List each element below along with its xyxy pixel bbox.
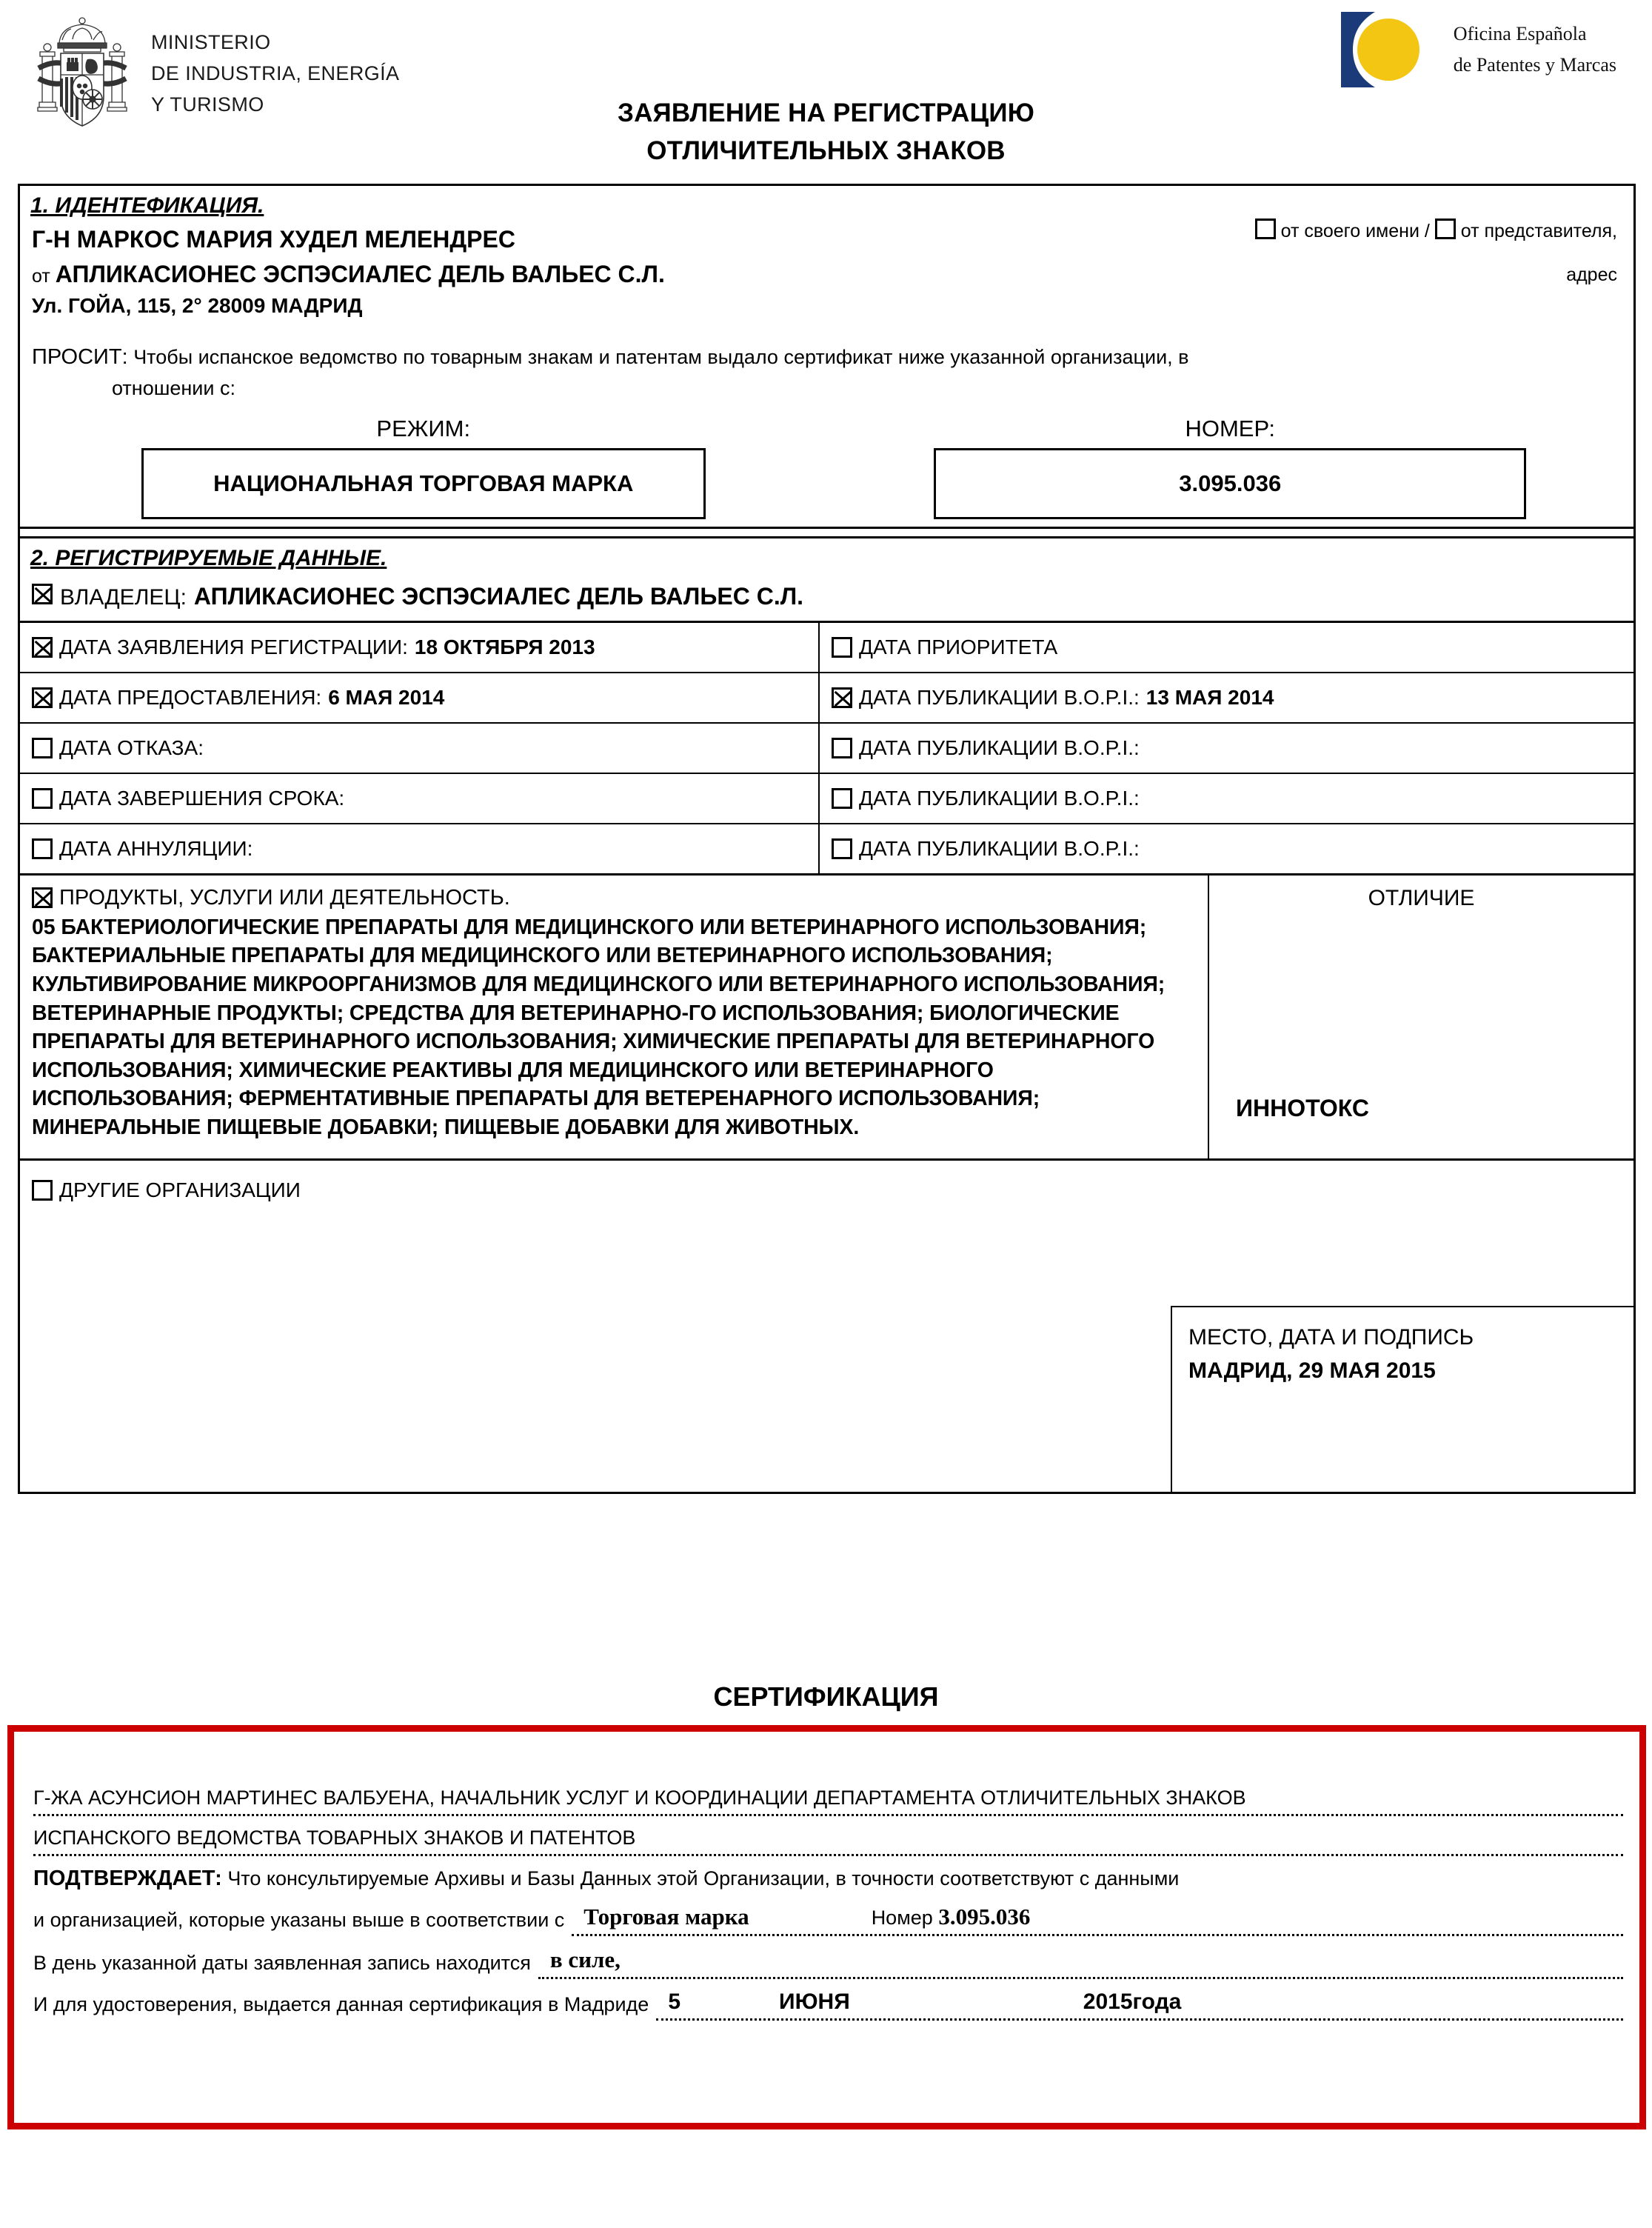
owner-value: АПЛИКАСИОНЕС ЭСПЭСИАЛЕС ДЕЛЬ ВАЛЬЕС С.Л.	[193, 582, 804, 610]
owner-row	[20, 574, 1633, 623]
checkbox-annulment-date[interactable]	[32, 838, 53, 859]
date-cell-annulment	[20, 824, 820, 873]
number-value-box: 3.095.036	[934, 448, 1526, 519]
section2-heading: 2. РЕГИСТРИРУЕМЫЕ ДАННЫЕ.	[20, 536, 1633, 574]
date-cell-expiry	[20, 774, 820, 823]
certification-row-issue-date	[33, 1989, 1623, 2021]
other-organisations-label: ДРУГИЕ ОРГАНИЗАЦИИ	[59, 1178, 301, 1201]
date-label: ДАТА ПУБЛИКАЦИИ B.O.P.I.:	[859, 736, 1140, 759]
date-cell-publication-4	[820, 824, 1633, 873]
document-header	[0, 0, 1652, 184]
products-title-row	[32, 886, 1196, 910]
other-organisations-section	[20, 1161, 1633, 1494]
checkbox-priority-date[interactable]	[832, 637, 852, 658]
page-title-line-1: ЗАЯВЛЕНИЕ НА РЕГИСТРАЦИЮ	[617, 99, 1035, 127]
signature-box	[1171, 1306, 1636, 1494]
number-column	[827, 416, 1634, 519]
date-value: 6 МАЯ 2014	[328, 685, 445, 709]
table-row	[20, 824, 1633, 873]
checkbox-own-name[interactable]	[1255, 219, 1276, 239]
date-label: ДАТА ПУБЛИКАЦИИ B.O.P.I.:	[859, 836, 1140, 860]
row1-pretext: и организацией, которые указаны выше в соответствии с	[33, 1908, 565, 1931]
checkbox-owner[interactable]	[32, 584, 53, 604]
checkbox-publication-date-1[interactable]	[832, 687, 852, 708]
checkbox-publication-date-3[interactable]	[832, 788, 852, 809]
row2-status-value: в силе,	[549, 1946, 621, 1972]
row3-day: 5	[668, 1989, 680, 2014]
regime-label: РЕЖИМ:	[376, 415, 471, 441]
distinctive-label: ОТЛИЧИЕ	[1368, 885, 1475, 910]
certification-title: СЕРТИФИКАЦИЯ	[713, 1681, 939, 1712]
date-label: ДАТА ОТКАЗА:	[59, 736, 204, 759]
checkbox-other-organisations[interactable]	[32, 1180, 53, 1201]
table-row	[20, 673, 1633, 724]
page-title	[0, 95, 1652, 170]
regime-number-block	[20, 404, 1633, 519]
distinctive-value: ИННОТОКС	[1236, 1094, 1369, 1121]
checkbox-refusal-date[interactable]	[32, 738, 53, 758]
date-cell-priority	[820, 623, 1633, 672]
dotted-rule	[33, 1854, 1623, 1856]
date-cell-refusal	[20, 724, 820, 773]
other-organisations-row	[20, 1161, 1633, 1202]
date-label: ДАТА ПУБЛИКАЦИИ B.O.P.I.:	[859, 685, 1140, 709]
confirms-text: Что консультируемые Архивы и Базы Данных этой Организации, в точности соответствуют с данными	[227, 1867, 1180, 1890]
table-row	[20, 774, 1633, 824]
products-section	[20, 875, 1633, 1161]
dotted-rule	[33, 1814, 1623, 1816]
behalf-address-label: адрес	[1566, 264, 1617, 285]
regime-column	[20, 416, 827, 519]
page-title-line-2: ОТЛИЧИТЕЛЬНЫХ ЗНАКОВ	[646, 136, 1006, 165]
certification-row-status	[33, 1947, 1623, 1979]
oepm-logo	[1335, 9, 1616, 90]
date-value: 18 ОКТЯБРЯ 2013	[414, 635, 595, 658]
table-row	[20, 724, 1633, 774]
section1-heading: 1. ИДЕНТЕФИКАЦИЯ.	[30, 193, 264, 218]
date-cell-publication-1	[820, 673, 1633, 722]
signature-label: МЕСТО, ДАТА И ПОДПИСЬ	[1188, 1324, 1474, 1350]
products-column	[20, 875, 1209, 1158]
date-label: ДАТА ЗАВЕРШЕНИЯ СРОКА:	[59, 786, 345, 810]
request-block	[20, 319, 1633, 404]
table-row	[20, 623, 1633, 673]
date-cell-application	[20, 623, 820, 672]
applicant-name: МАРКОС МАРИЯ ХУДЕЛ МЕЛЕНДРЕС	[76, 226, 515, 253]
date-label: ДАТА ПРИОРИТЕТА	[859, 635, 1058, 658]
ministry-line-1: MINISTERIO	[151, 31, 271, 54]
signature-value: МАДРИД, 29 МАЯ 2015	[1188, 1358, 1436, 1383]
applicant-address: Ул. ГОЙА, 115, 2° 28009 МАДРИД	[32, 293, 363, 317]
date-label: ДАТА ЗАЯВЛЕНИЯ РЕГИСТРАЦИИ:	[59, 635, 408, 658]
checkbox-products[interactable]	[32, 887, 53, 908]
date-label: ДАТА АННУЛЯЦИИ:	[59, 836, 253, 860]
date-cell-publication-2	[820, 724, 1633, 773]
behalf-rep-label: от представителя,	[1460, 221, 1617, 241]
row1-number-label: Номер	[871, 1906, 933, 1929]
row3-month: ИЮНЯ	[779, 1989, 850, 2014]
date-label: ДАТА ПРЕДОСТАВЛЕНИЯ:	[59, 685, 322, 709]
row2-pretext: В день указанной даты заявленная запись находится	[33, 1951, 531, 1974]
confirms-label: ПОДТВЕРЖДАЕТ:	[33, 1867, 222, 1891]
certification-box	[7, 1725, 1646, 2129]
applicant-prefix: Г-Н	[32, 226, 70, 253]
request-continuation: отношении с:	[112, 377, 235, 400]
section-identification	[20, 186, 1633, 529]
oepm-line-2: de Patentes y Marcas	[1453, 54, 1616, 76]
registration-form	[18, 184, 1636, 1494]
checkbox-publication-date-2[interactable]	[832, 738, 852, 758]
row3-field[interactable]	[656, 1989, 1623, 2021]
behalf-own-label: от своего имени /	[1280, 221, 1430, 241]
row1-field[interactable]	[572, 1904, 1623, 1936]
owner-label: ВЛАДЕЛЕЦ:	[60, 584, 187, 610]
oepm-line-1: Oficina Española	[1453, 23, 1587, 45]
row3-year: 2015года	[1083, 1989, 1182, 2014]
products-body: 05 БАКТЕРИОЛОГИЧЕСКИЕ ПРЕПАРАТЫ ДЛЯ МЕДИЦИНСКОГО ИЛИ ВЕТЕРИНАРНОГО ИСПОЛЬЗОВАНИЯ; БАКТЕРИАЛЬНЫЕ ПРЕПАРАТЫ ДЛЯ МЕДИЦИНСКОГО ИЛИ ВЕТЕРИНАРНОГО ИСПОЛЬЗОВАНИЯ; КУЛЬТИВИРОВАНИЕ МИКРООРГАНИЗМОВ ДЛЯ МЕДИЦИНСКОГО ИЛИ ВЕТЕРИНАРНОГО ИСПОЛЬЗОВАНИЯ; ВЕТЕРИНАРНЫЕ ПРОДУКТЫ; СРЕДСТВА ДЛЯ ВЕТЕРИНАРНО-ГО ИСПОЛЬЗОВАНИЯ; БИОЛОГИЧЕСКИЕ ПРЕПАРАТЫ ДЛЯ ВЕТЕРИНАРНОГО ИСПОЛЬЗОВАНИЯ; ХИМИЧЕСКИЕ ПРЕПАРАТЫ ДЛЯ ВЕТЕРИНАРНОГО ИСПОЛЬЗОВАНИЯ; ХИМИЧЕСКИЕ РЕАКТИВЫ ДЛЯ МЕДИЦИНСКОГО ИЛИ ВЕТЕРИНАРНОГО ИСПОЛЬЗОВАНИЯ; ФЕРМЕНТАТИВНЫЕ ПРЕПАРАТЫ ДЛЯ ВЕТЕРЕНАРНОГО ИСПОЛЬЗОВАНИЯ; МИНЕРАЛЬНЫЕ ПИЩЕВЫЕ ДОБАВКИ; ПИЩЕВЫЕ ДОБАВКИ ДЛЯ ЖИВОТНЫХ.	[32, 915, 1166, 1139]
regime-value-box: НАЦИОНАЛЬНАЯ ТОРГОВАЯ МАРКА	[141, 448, 706, 519]
dates-table	[20, 623, 1633, 875]
date-cell-grant	[20, 673, 820, 722]
distinctive-column	[1209, 875, 1633, 1158]
checkbox-application-date[interactable]	[32, 637, 53, 658]
checkbox-publication-date-4[interactable]	[832, 838, 852, 859]
ministry-line-3: Y TURISMO	[151, 93, 264, 116]
oepm-name	[1454, 19, 1616, 80]
checkbox-grant-date[interactable]	[32, 687, 53, 708]
row1-number-value: 3.095.036	[938, 1903, 1031, 1930]
date-value: 13 МАЯ 2014	[1146, 685, 1274, 709]
certification-row-trademark	[33, 1904, 1623, 1936]
row1-trademark-value: Торговая марка	[583, 1903, 749, 1930]
behalf-options	[1255, 219, 1617, 286]
officer-line-1: Г-ЖА АСУНСИОН МАРТИНЕС ВАЛБУЕНА, НАЧАЛЬНИК УСЛУГ И КООРДИНАЦИИ ДЕПАРТАМЕНТА ОТЛИЧИТЕЛЬНЫХ ЗНАКОВ	[33, 1787, 1246, 1809]
date-cell-publication-3	[820, 774, 1633, 823]
officer-line-2: ИСПАНСКОГО ВЕДОМСТВА ТОВАРНЫХ ЗНАКОВ И ПАТЕНТОВ	[33, 1827, 636, 1850]
oepm-emblem-icon	[1335, 9, 1446, 90]
checkbox-expiry-date[interactable]	[32, 788, 53, 809]
ministry-line-2: DE INDUSTRIA, ENERGÍA	[151, 62, 400, 85]
products-title: ПРОДУКТЫ, УСЛУГИ ИЛИ ДЕЯТЕЛЬНОСТЬ.	[59, 885, 510, 910]
number-label: НОМЕР:	[1185, 415, 1276, 441]
date-label: ДАТА ПУБЛИКАЦИИ B.O.P.I.:	[859, 786, 1140, 810]
checkbox-representative[interactable]	[1435, 219, 1456, 239]
from-label: от	[32, 265, 50, 287]
row3-pretext: И для удостоверения, выдается данная сертификация в Мадриде	[33, 1992, 649, 2015]
row2-field[interactable]	[538, 1947, 1623, 1979]
confirms-paragraph	[33, 1865, 1623, 1893]
from-company: АПЛИКАСИОНЕС ЭСПЭСИАЛЕС ДЕЛЬ ВАЛЬЕС С.Л.	[55, 260, 665, 287]
request-text: Чтобы испанское ведомство по товарным знакам и патентам выдало сертификат ниже указанной организации, в	[133, 345, 1189, 368]
request-label: ПРОСИТ:	[32, 344, 128, 369]
